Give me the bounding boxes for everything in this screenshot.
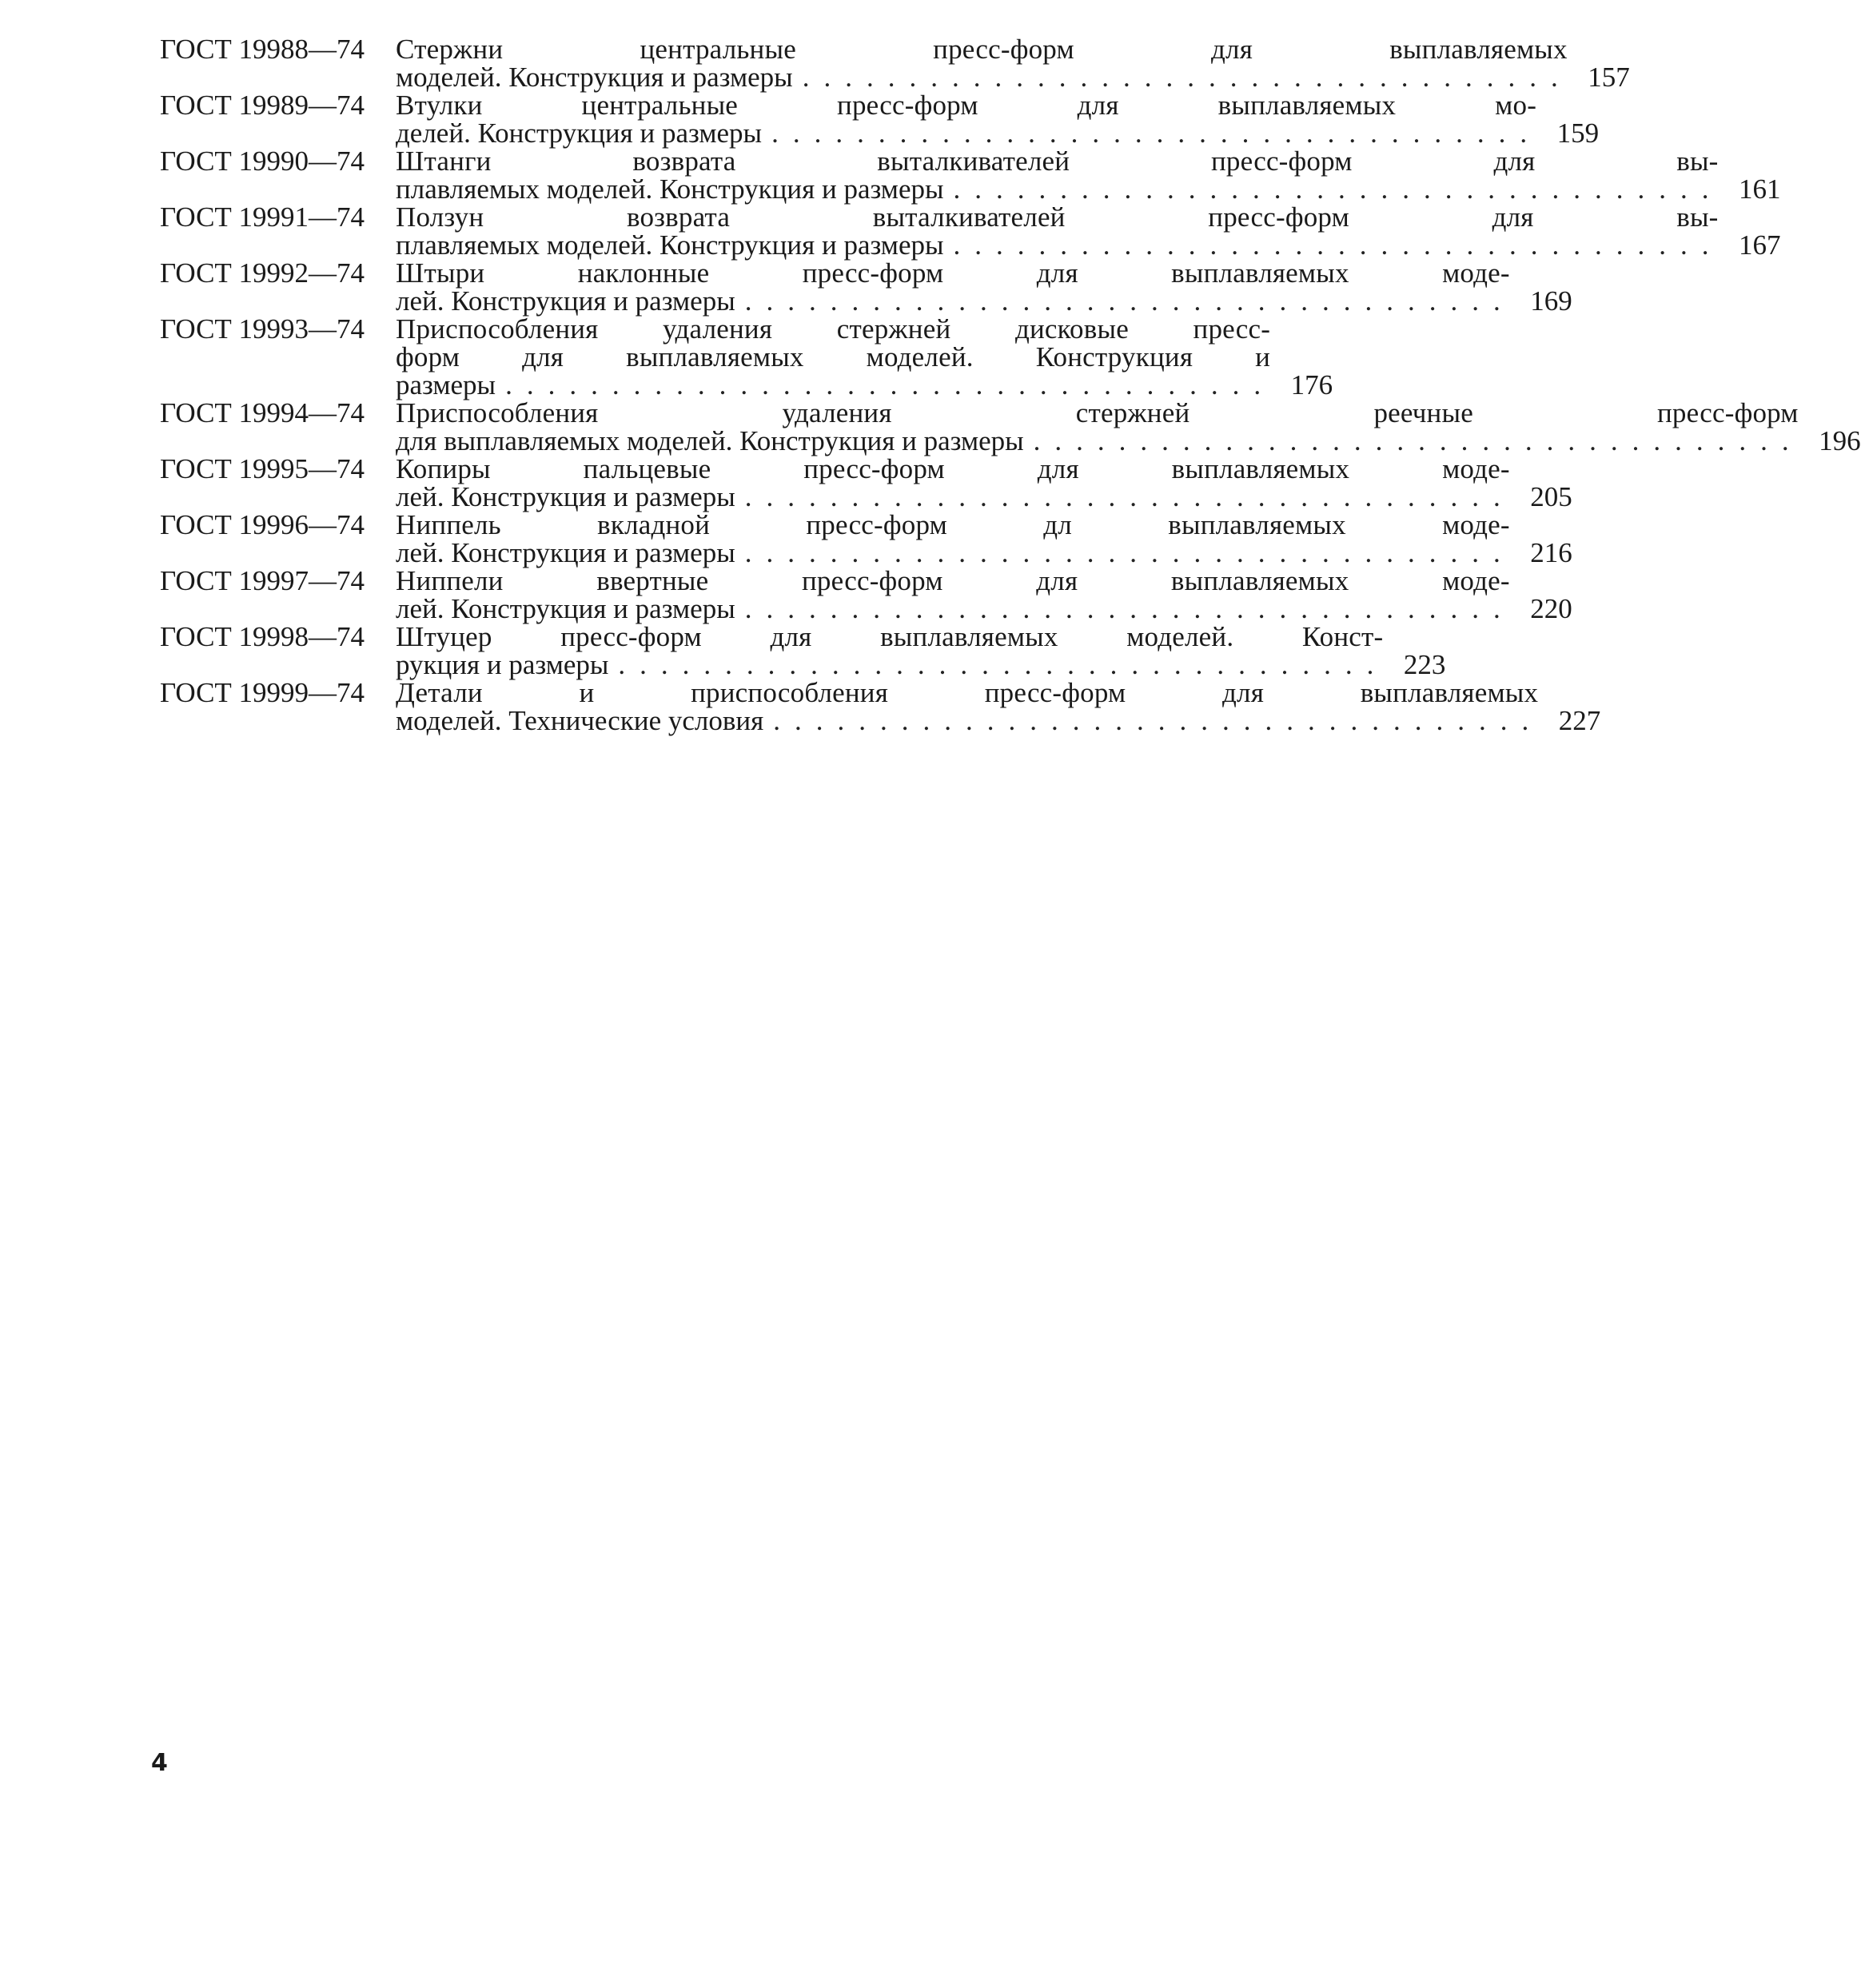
dot-leader: ....................................	[744, 537, 1515, 568]
toc-entry	[160, 201, 1781, 261]
toc-entry	[160, 313, 1333, 400]
standard-code: ГОСТ 19994—74	[160, 397, 365, 428]
toc-entry	[160, 509, 1572, 568]
title-line: лей. Конструкция и размеры	[396, 593, 735, 624]
page-number: 4	[151, 1749, 168, 1777]
page-reference: 223	[1403, 649, 1446, 680]
page-reference: 227	[1558, 705, 1601, 736]
dot-leader: ....................................	[618, 649, 1389, 680]
title-line: моделей. Технические условия	[396, 705, 764, 736]
title-line: Приспособления удаления стержней реечные пресс-форм	[396, 397, 1799, 428]
page-reference: 205	[1530, 481, 1572, 512]
title-line: Копиры пальцевые пресс-форм для выплавляемых моде-	[396, 453, 1510, 484]
title-last-line	[396, 119, 1599, 147]
title-line: Ниппель вкладной пресс-форм дл выплавляемых моде-	[396, 509, 1510, 540]
title-line: плавляемых моделей. Конструкция и размеры	[396, 229, 944, 261]
standard-code: ГОСТ 19991—74	[160, 201, 365, 233]
entry-title	[396, 399, 1861, 455]
standard-code: ГОСТ 19997—74	[160, 565, 365, 596]
title-line: Ниппели ввертные пресс-форм для выплавляемых моде-	[396, 565, 1510, 596]
title-line: делей. Конструкция и размеры	[396, 118, 763, 149]
dot-leader: ....................................	[953, 229, 1724, 261]
entry-title	[396, 623, 1445, 679]
title-line: Штуцер пресс-форм для выплавляемых моделей. Конст-	[396, 621, 1384, 652]
standard-code: ГОСТ 19992—74	[160, 257, 365, 289]
toc-entry	[160, 677, 1601, 736]
toc-entry	[160, 397, 1861, 456]
title-line: рукция и размеры	[396, 649, 609, 680]
page-reference: 157	[1588, 62, 1630, 93]
entry-title	[396, 259, 1572, 315]
title-last-line	[396, 651, 1445, 679]
title-line: форм для выплавляемых моделей. Конструкция и	[396, 341, 1271, 373]
standard-code: ГОСТ 19993—74	[160, 313, 365, 345]
standard-code: ГОСТ 19988—74	[160, 34, 365, 65]
page-reference: 196	[1819, 425, 1861, 456]
title-line: лей. Конструкция и размеры	[396, 285, 735, 317]
title-line: лей. Конструкция и размеры	[396, 537, 735, 568]
standard-code: ГОСТ 19995—74	[160, 453, 365, 484]
page-reference: 161	[1739, 173, 1781, 205]
title-last-line	[396, 595, 1572, 623]
dot-leader: ....................................	[744, 481, 1515, 512]
title-last-line	[396, 427, 1861, 455]
title-line: Втулки центральные пресс-форм для выплавляемых мо-	[396, 90, 1537, 121]
entry-title	[396, 35, 1630, 91]
page-reference: 176	[1290, 369, 1333, 400]
title-line: размеры	[396, 369, 496, 400]
dot-leader: ....................................	[744, 593, 1515, 624]
title-last-line	[396, 231, 1781, 259]
title-last-line	[396, 371, 1333, 399]
title-last-line	[396, 287, 1572, 315]
entry-title	[396, 91, 1599, 147]
toc-entry	[160, 621, 1446, 680]
dot-leader: ....................................	[771, 118, 1542, 149]
title-line: лей. Конструкция и размеры	[396, 481, 735, 512]
toc-entry	[160, 565, 1572, 624]
toc-entry	[160, 34, 1630, 93]
page-reference: 216	[1530, 537, 1572, 568]
title-line: Штанги возврата выталкивателей пресс-форм для вы-	[396, 145, 1719, 177]
title-last-line	[396, 539, 1572, 567]
dot-leader: ....................................	[744, 285, 1515, 317]
entry-title	[396, 455, 1572, 511]
dot-leader: ....................................	[802, 62, 1572, 93]
title-line: плавляемых моделей. Конструкция и размеры	[396, 173, 944, 205]
title-line: Приспособления удаления стержней дисковые пресс-	[396, 313, 1271, 345]
title-line: Штыри наклонные пресс-форм для выплавляемых моде-	[396, 257, 1510, 289]
title-line: Стержни центральные пресс-форм для выплавляемых	[396, 34, 1568, 65]
standard-code: ГОСТ 19989—74	[160, 90, 365, 121]
entry-title	[396, 679, 1600, 735]
dot-leader: ....................................	[773, 705, 1544, 736]
entry-title	[396, 511, 1572, 567]
toc-entry	[160, 257, 1572, 317]
page-reference: 167	[1739, 229, 1781, 261]
entry-title	[396, 567, 1572, 623]
title-last-line	[396, 483, 1572, 511]
page-reference: 220	[1530, 593, 1572, 624]
entry-title	[396, 147, 1781, 203]
dot-leader: ....................................	[953, 173, 1724, 205]
title-line: Ползун возврата выталкивателей пресс-форм для вы-	[396, 201, 1719, 233]
title-line: Детали и приспособления пресс-форм для выплавляемых	[396, 677, 1539, 708]
title-line: для выплавляемых моделей. Конструкция и размеры	[396, 425, 1024, 456]
toc-entry	[160, 145, 1781, 205]
entry-title	[396, 315, 1333, 399]
dot-leader: ....................................	[1033, 425, 1803, 456]
standard-code: ГОСТ 19998—74	[160, 621, 365, 652]
standard-code: ГОСТ 19996—74	[160, 509, 365, 540]
entry-title	[396, 203, 1781, 259]
standard-code: ГОСТ 19999—74	[160, 677, 365, 708]
toc-entry	[160, 453, 1572, 512]
title-last-line	[396, 63, 1630, 91]
title-line: моделей. Конструкция и размеры	[396, 62, 793, 93]
table-of-contents	[160, 34, 1861, 736]
page-reference: 169	[1530, 285, 1572, 317]
standard-code: ГОСТ 19990—74	[160, 145, 365, 177]
title-last-line	[396, 707, 1600, 735]
dot-leader: ....................................	[505, 369, 1276, 400]
title-last-line	[396, 175, 1781, 203]
page-reference: 159	[1556, 118, 1600, 149]
toc-entry	[160, 90, 1600, 149]
